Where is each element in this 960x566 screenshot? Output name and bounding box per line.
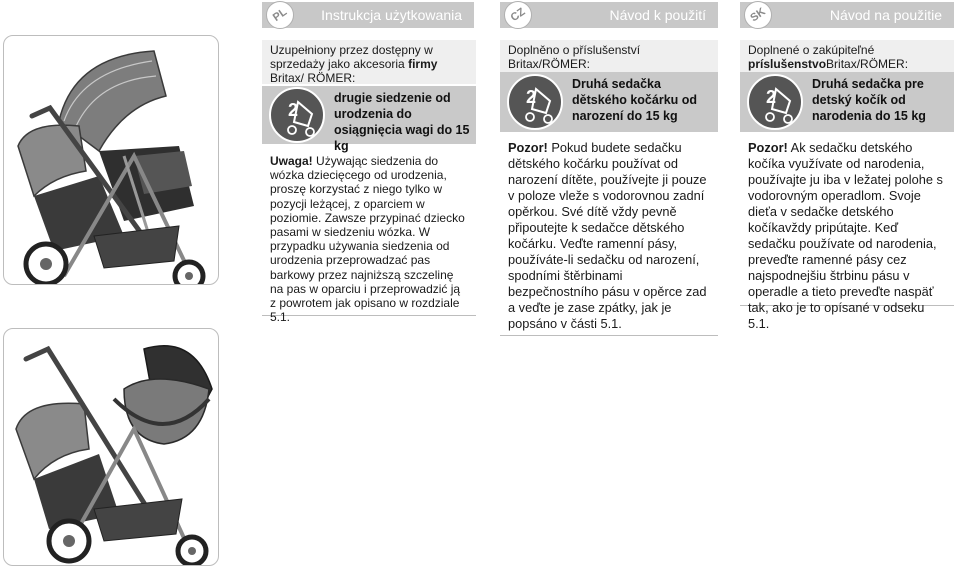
stroller-photo-infant-seat xyxy=(3,328,219,566)
seat-label-pl: drugie siedzenie od urodzenia do osiągnięcia wagi do 15 kg xyxy=(334,91,470,153)
warning-word-sk: Pozor! xyxy=(748,140,788,155)
header-title-pl: Instrukcja użytkowania xyxy=(321,7,462,23)
seat-label-sk: Druhá sedačka pre detský kočík od narodenia do 15 kg xyxy=(812,77,926,123)
intro-cz xyxy=(500,40,718,72)
intro-cz-text: Doplněno o příslušenství Britax/RÖMER: xyxy=(508,43,641,71)
header-sk xyxy=(740,2,954,28)
seat-label-cz: Druhá sedačka dětského kočárku od narození do 15 kg xyxy=(572,77,698,123)
intro-pl-prefix: Uzupełniony przez dostępny w sprzedaży jako akcesoria xyxy=(270,43,433,71)
stroller-illustration-2 xyxy=(4,329,219,566)
header-pl xyxy=(262,2,474,28)
second-seat-icon xyxy=(746,73,804,131)
header-title-cz: Návod k použití xyxy=(609,7,706,23)
language-badge-sk: SK xyxy=(744,1,774,29)
body-text-pl: Używając siedzenia do wózka dziecięcego od urodzenia, proszę korzystać z niego tylko w pozycji leżącej, z oparciem w poziomie. Zawsze przypinać dziecko pasami w siedzeniu wózka. W przypadku używania siedzenia od urodzenia przeprowadzać pas barkowy przez najniższą szczelinę na pas w oparciu i przeprowadzić ją z powrotem jak opisano w rozdziale 5.1. xyxy=(270,154,465,325)
body-pl xyxy=(262,154,476,325)
intro-sk-prefix: Doplnené o zakúpiteľné xyxy=(748,43,875,57)
seat-box-cz xyxy=(500,72,718,132)
body-text-cz: Pokud budete sedačku dětského kočárku používat od narození dítěte, používejte ji pouze v poloze vleže s vodorovnou zadní opěrkou. Své dítě vždy pevně připoutejte k sedačce dětského kočárku. Veďte ramenní pásy, používáte-li sedačku od narození, spodními štěrbinami bezpečnostního pásu v opěrce zad a veďte je zase zpátky, jak je popsáno v části 5.1. xyxy=(508,140,707,331)
intro-sk-brand: príslušenstvo xyxy=(748,57,827,71)
stroller-photo-carrycot xyxy=(3,35,219,285)
warning-word-pl: Uwaga! xyxy=(270,154,313,168)
svg-text:2: 2 xyxy=(526,87,537,107)
second-seat-icon xyxy=(506,73,564,131)
body-cz xyxy=(500,140,718,336)
header-cz xyxy=(500,2,718,28)
svg-text:2: 2 xyxy=(766,87,777,107)
intro-pl-brand: firmy xyxy=(408,57,438,71)
body-sk xyxy=(740,140,954,331)
intro-sk-suffix: Britax/RÖMER: xyxy=(826,57,909,71)
language-badge-cz: CZ xyxy=(504,1,534,29)
intro-sk xyxy=(740,40,954,72)
seat-box-sk xyxy=(740,72,954,132)
stroller-illustration-1 xyxy=(4,36,219,285)
intro-pl-suffix: Britax/ RÖMER: xyxy=(270,71,356,85)
svg-text:2: 2 xyxy=(288,100,299,120)
warning-word-cz: Pozor! xyxy=(508,140,548,155)
header-title-sk: Návod na použitie xyxy=(829,7,942,23)
intro-pl xyxy=(262,40,476,84)
language-badge-pl: PL xyxy=(266,1,296,29)
second-seat-icon xyxy=(268,86,326,144)
body-text-sk: Ak sedačku detského kočíka využívate od narodenia, používajte ju iba v ležatej polohe s vodorovným operadlom. Svoje dieťa v sedačke detského kočíkavždy pripútajte. Keď sedačku používate od narodenia, preveďte ramenné pásy cez najspodnejšiu štrbinu pásu v operadle a tieto preveďte naspäť tak, ako je to opísané v odseku 5.1. xyxy=(748,140,943,331)
seat-box-pl xyxy=(262,86,476,153)
